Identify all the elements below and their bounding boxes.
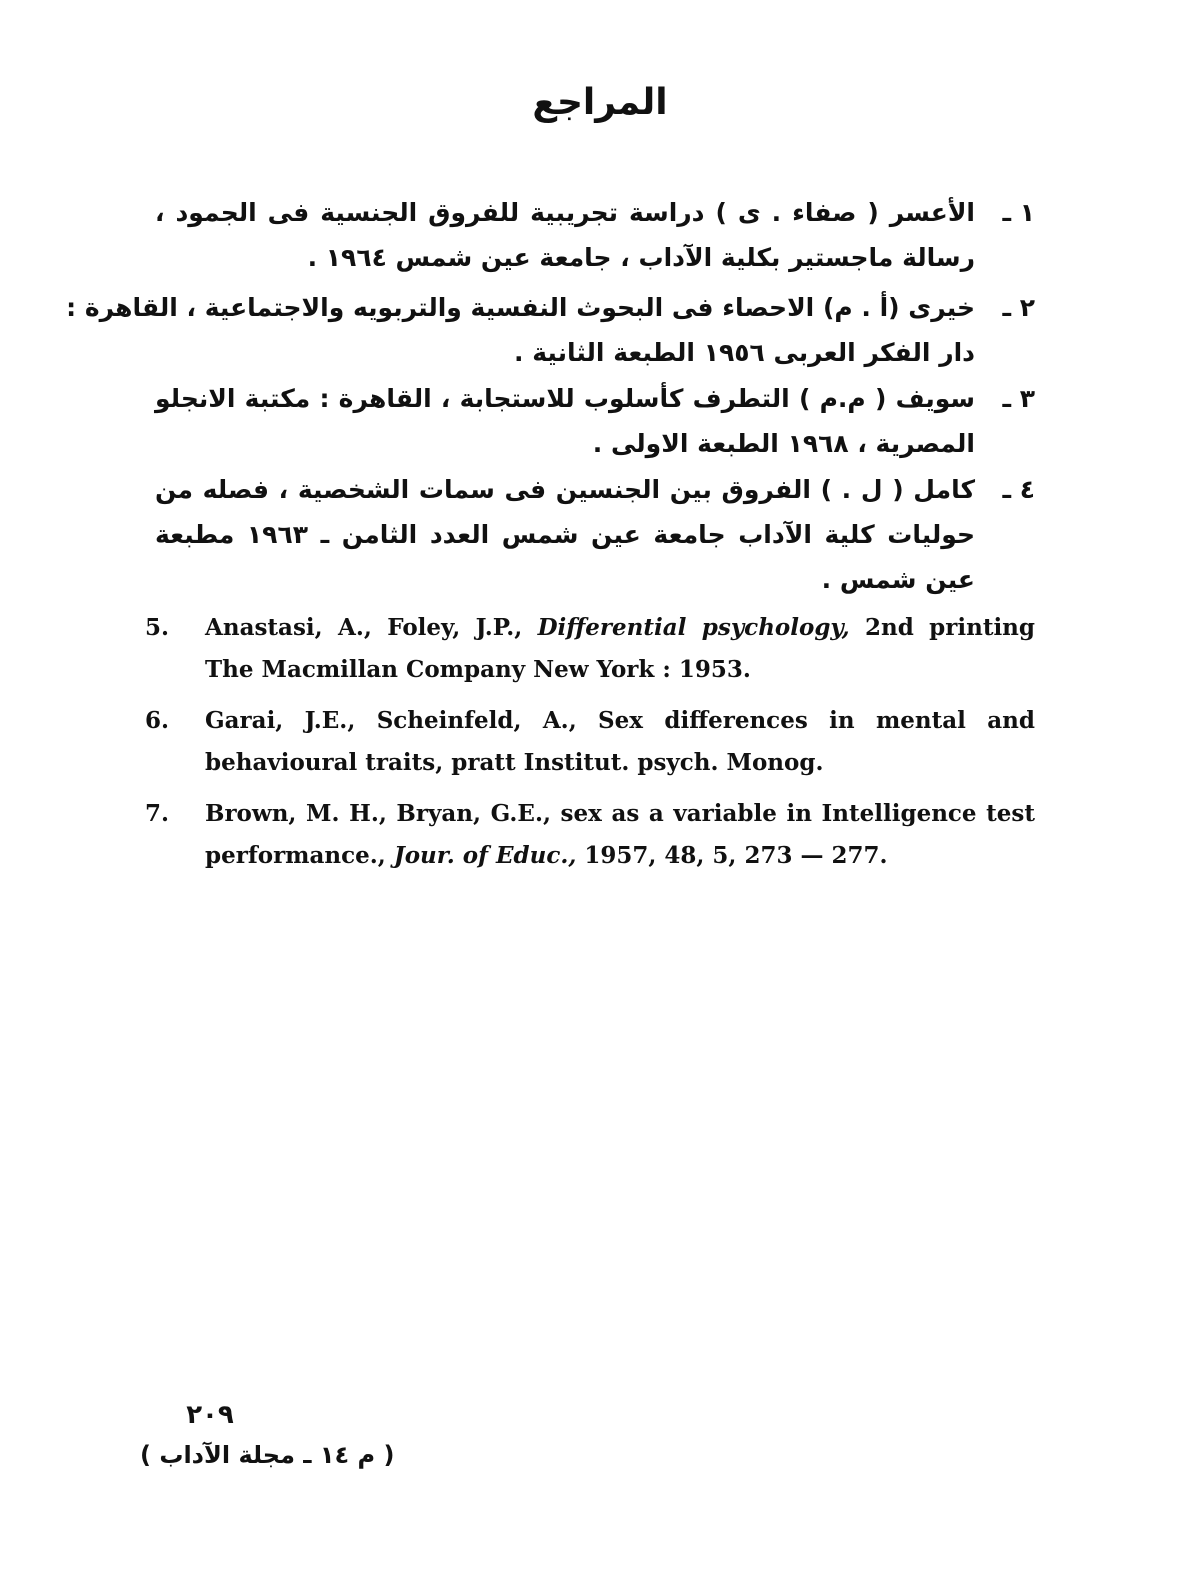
- reference-item: [155, 467, 1035, 602]
- reference-text: [205, 607, 1035, 691]
- page-title: المراجع: [532, 82, 668, 123]
- reference-item: [155, 376, 1035, 466]
- reference-number: ٢ ـ: [1002, 293, 1035, 322]
- reference-number: 7.: [145, 800, 170, 827]
- reference-title: Differential psychology,: [537, 614, 850, 641]
- reference-item: [155, 190, 1035, 280]
- reference-number: 5.: [145, 614, 170, 641]
- reference-number: ٣ ـ: [1002, 384, 1035, 413]
- reference-line: خيرى (أ . م) الاحصاء فى البحوث النفسية والتربويه والاجتماعية ، القاهرة :: [66, 293, 975, 322]
- reference-number: ٤ ـ: [1002, 475, 1035, 504]
- reference-line: عين شمس .: [821, 565, 975, 594]
- reference-line: رسالة ماجستير بكلية الآداب ، جامعة عين شمس ١٩٦٤ .: [307, 243, 975, 272]
- reference-item: [145, 607, 1035, 691]
- reference-publisher: 2nd printing The Macmillan Company New York : 1953.: [205, 614, 1035, 683]
- reference-line: حوليات كلية الآداب جامعة عين شمس العدد الثامن ـ ١٩٦٣ مطبعة: [155, 520, 975, 549]
- reference-line: سويف ( م.م ) التطرف كأسلوب للاستجابة ، القاهرة : مكتبة الانجلو: [155, 384, 975, 413]
- reference-authors: Brown, M. H., Bryan, G.E., sex as a variable in Intelligence test performance.,: [205, 800, 1035, 869]
- reference-title: Jour. of Educ.,: [393, 842, 577, 869]
- page-number: ٢٠٩: [186, 1400, 234, 1430]
- reference-text: [205, 700, 1035, 784]
- reference-line: كامل ( ل . ) الفروق بين الجنسين فى سمات الشخصية ، فصله من: [155, 475, 975, 504]
- reference-line: المصرية ، ١٩٦٨ الطبعة الاولى .: [592, 429, 975, 458]
- reference-number: 6.: [145, 707, 170, 734]
- reference-item: [145, 793, 1035, 877]
- reference-text: [205, 793, 1035, 877]
- footer-note: ( م ١٤ ـ مجلة الآداب ): [140, 1441, 395, 1469]
- reference-number: ١ ـ: [1002, 198, 1035, 227]
- reference-authors: Garai, J.E., Scheinfeld, A., Sex differences in mental and behavioural traits, pratt Institut. psych. Monog.: [205, 707, 1035, 776]
- reference-item: [66, 285, 1035, 375]
- reference-authors: Anastasi, A., Foley, J.P.,: [205, 614, 538, 641]
- reference-item: [145, 700, 1035, 784]
- reference-publisher: 1957, 48, 5, 273 — 277.: [576, 842, 888, 869]
- reference-line: الأعسر ( صفاء . ى ) دراسة تجريبية للفروق الجنسية فى الجمود ،: [155, 198, 975, 227]
- reference-line: دار الفكر العربى ١٩٥٦ الطبعة الثانية .: [514, 338, 975, 367]
